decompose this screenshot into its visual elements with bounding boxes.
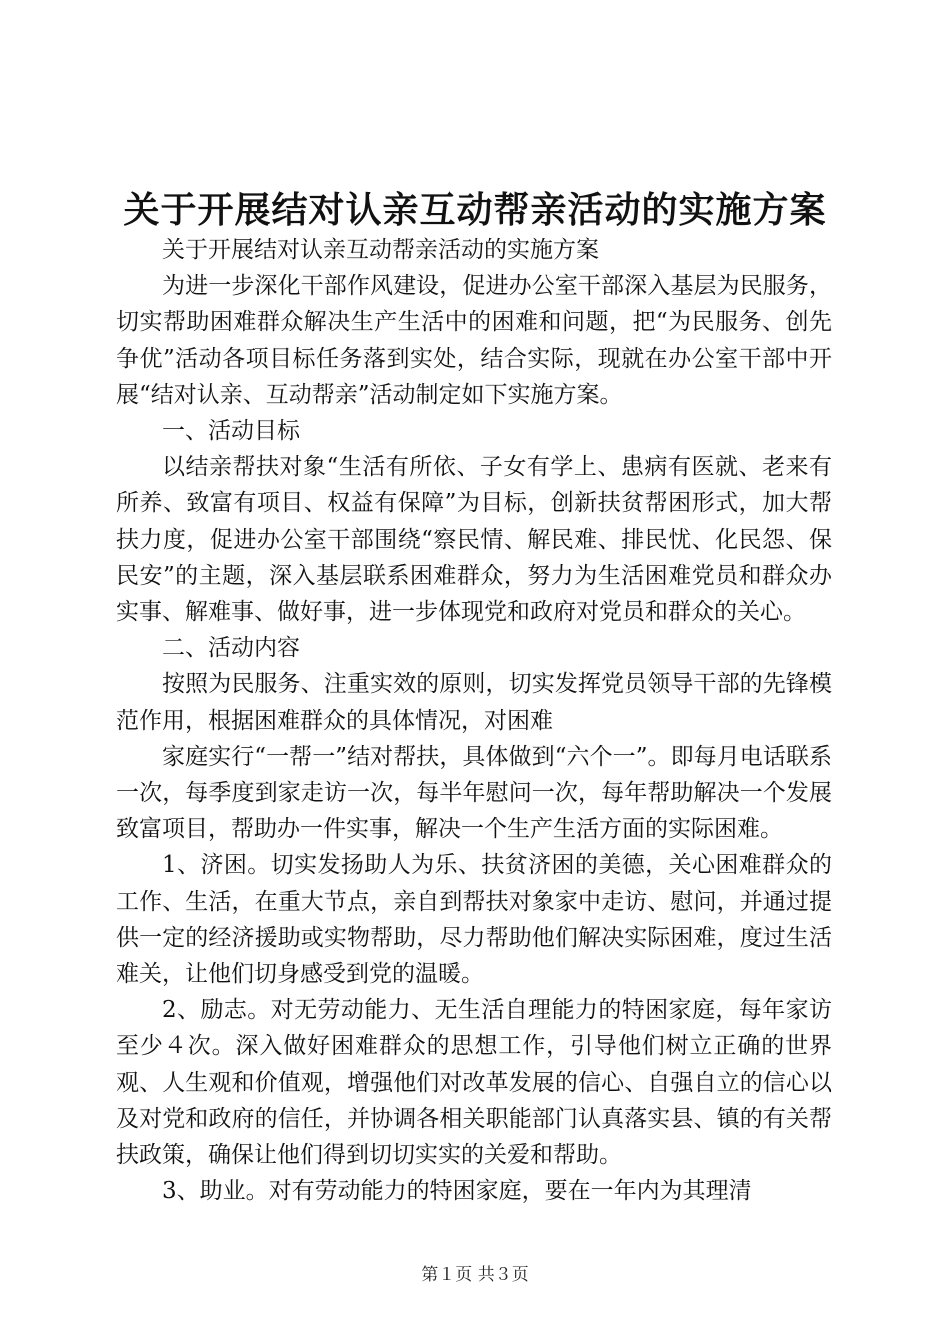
item-1-paragraph: 1、济困。切实发扬助人为乐、扶贫济困的美德，关心困难群众的工作、生活，在重大节点，亲自到帮扶对象家中走访、慰问，并通过提供一定的经济援助或实物帮助，尽力帮助他们解决实际困难，度过生活难关，让他们切身感受到党的温暖。 (116, 852, 832, 988)
section-heading-content: 二、活动内容 (162, 635, 300, 662)
subtitle-paragraph: 关于开展结对认亲互动帮亲活动的实施方案 (162, 237, 599, 263)
item-2-paragraph: 2、励志。对无劳动能力、无生活自理能力的特困家庭，每年家访至少４次。深入做好困难群众的思想工作，引导他们树立正确的世界观、人生观和价值观，增强他们对改革发展的信心、自强自立的信心以及对党和政府的信任，并协调各相关职能部门认真落实县、镇的有关帮扶政策，确保让他们得到切切实实的关爱和帮助。 (116, 997, 832, 1169)
document-body (116, 232, 832, 1209)
intro-paragraph: 为进一步深化干部作风建设，促进办公室干部深入基层为民服务，切实帮助困难群众解决生产生活中的困难和问题，把“为民服务、创先争优”活动各项目标任务落到实处，结合实际，现就在办公室干部中开展“结对认亲、互动帮亲”活动制定如下实施方案。 (116, 273, 832, 408)
section-heading-goals: 一、活动目标 (162, 418, 300, 445)
page-footer: 第１页 共３页 (421, 1265, 529, 1285)
content-paragraph: 按照为民服务、注重实效的原则，切实发挥党员领导干部的先锋模范作用，根据困难群众的具体情况，对困难 (116, 671, 832, 734)
item-3-paragraph: 3、助业。对有劳动能力的特困家庭，要在一年内为其理清 (162, 1178, 752, 1205)
content-continued-paragraph: 家庭实行“一帮一”结对帮扶，具体做到“六个一”。即每月电话联系一次，每季度到家走访一次，每半年慰问一次，每年帮助解决一个发展致富项目，帮助办一件实事，解决一个生产生活方面的实际困难。 (116, 743, 832, 843)
document-title: 关于开展结对认亲互动帮亲活动的实施方案 (123, 189, 827, 231)
goals-paragraph: 以结亲帮扶对象“生活有所依、子女有学上、患病有医就、老来有所养、致富有项目、权益有保障”为目标，创新扶贫帮困形式，加大帮扶力度，促进办公室干部围绕“察民情、解民难、排民忧、化民怨、保民安”的主题，深入基层联系困难群众，努力为生活困难党员和群众办实事、解难事、做好事，进一步体现党和政府对党员和群众的关心。 (116, 454, 832, 626)
